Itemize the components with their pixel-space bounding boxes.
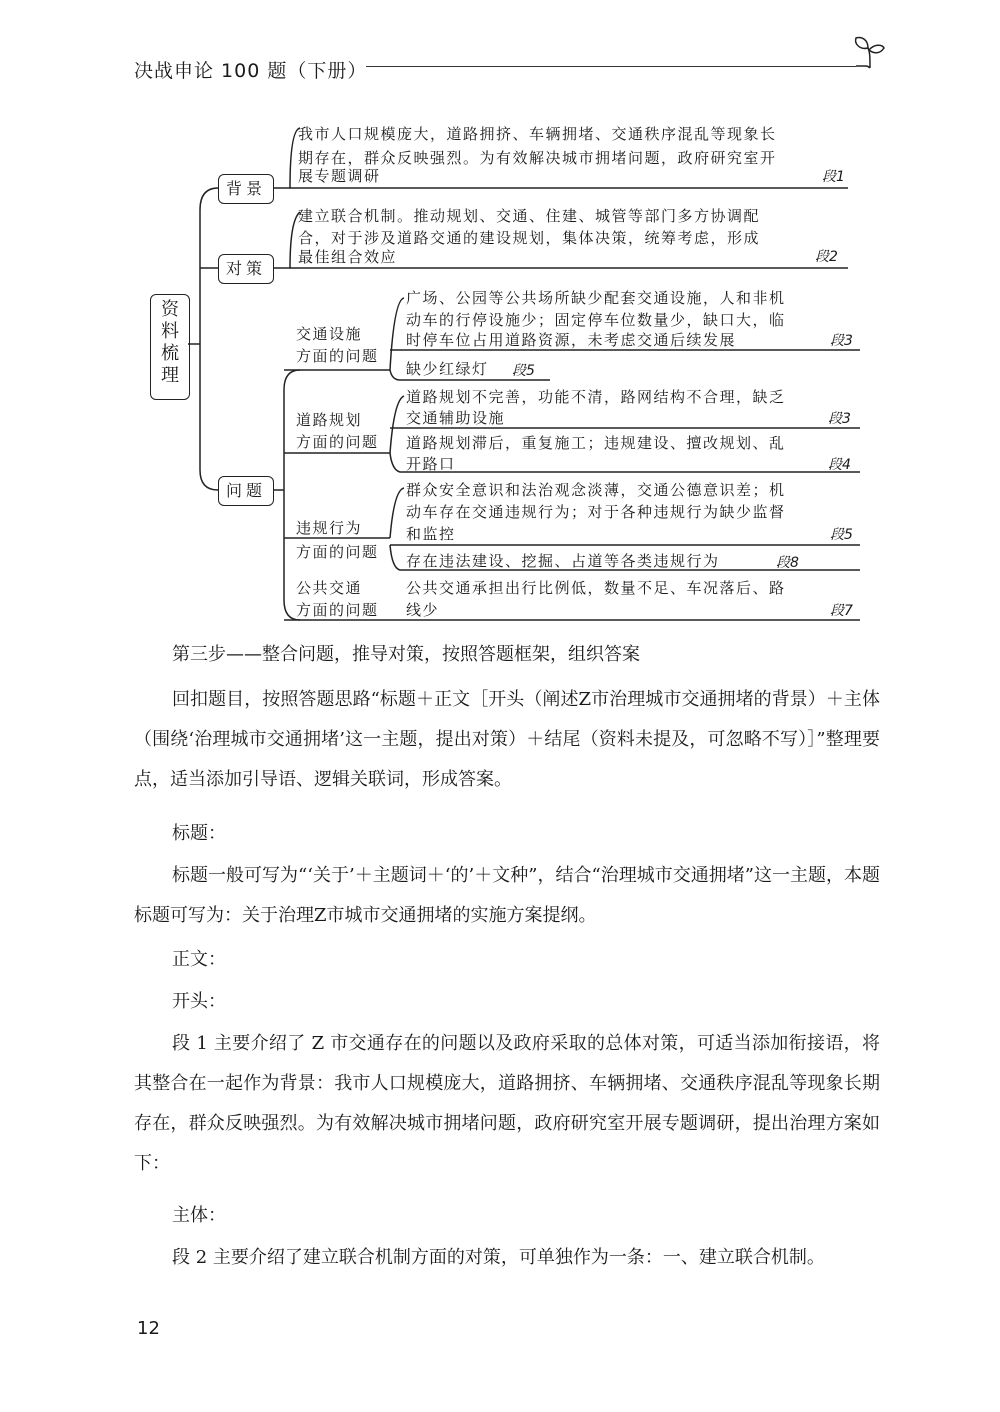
problem-item-line: 道路规划滞后，重复施工；违规建设、擅改规划、乱	[406, 434, 786, 452]
problem-item-line: 时停车位占用道路资源，未考虑交通后续发展	[406, 331, 737, 349]
measures-line-2: 合，对于涉及道路交通的建设规划，集体决策，统筹考虑，形成	[298, 229, 761, 247]
seg-label: 段7	[830, 603, 853, 619]
label-title: 标题：	[172, 823, 226, 844]
seg-label: 段3	[828, 411, 851, 427]
root-node: 资 料 梳 理	[150, 294, 190, 400]
seg-label: 段8	[776, 555, 799, 571]
group-title: 违规行为	[296, 519, 363, 537]
paragraph-opening: 段 1 主要介绍了 Z 市交通存在的问题以及政府采取的总体对策，可适当添加衔接语，将其整合在一起作为背景：我市人口规模庞大，道路拥挤、车辆拥堵、交通秩序混乱等现象长期存在，群众反映强烈。为有效解决城市拥堵问题，政府研究室开展专题调研，提出治理方案如下：	[134, 1033, 880, 1174]
seg-label: 段2	[815, 249, 838, 265]
label-body: 主体：	[172, 1205, 226, 1226]
problem-item-line: 交通辅助设施	[406, 409, 506, 427]
step-heading: 第三步——整合问题，推导对策，按照答题框架，组织答案	[172, 644, 640, 665]
group-title: 方面的问题	[296, 347, 379, 365]
paragraph-body: 段 2 主要介绍了建立联合机制方面的对策，可单独作为一条：一、建立联合机制。	[172, 1247, 825, 1268]
label-main: 正文：	[172, 949, 226, 970]
background-line-2: 期存在，群众反映强烈。为有效解决城市拥堵问题，政府研究室开	[298, 149, 777, 167]
background-line-1: 我市人口规模庞大，道路拥挤、车辆拥堵、交通秩序混乱等现象长	[298, 125, 777, 143]
problem-item-line: 和监控	[406, 525, 456, 543]
seg-label: 段3	[830, 333, 853, 349]
problem-item-line: 群众安全意识和法治观念淡薄，交通公德意识差；机	[406, 481, 786, 499]
problem-item-line: 动车存在交通违规行为；对于各种违规行为缺少监督	[406, 503, 786, 521]
branch-background: 背景	[218, 174, 274, 204]
problem-item-line: 道路规划不完善，功能不清，路网结构不合理，缺乏	[406, 388, 786, 406]
group-title: 方面的问题	[296, 433, 379, 451]
background-line-3: 展专题调研	[298, 167, 381, 185]
problem-item-line: 存在违法建设、挖掘、占道等各类违规行为	[406, 552, 720, 570]
seg-label: 段4	[828, 457, 851, 473]
branch-problems: 问题	[218, 476, 274, 506]
branch-measures: 对策	[218, 254, 274, 284]
group-title: 方面的问题	[296, 601, 379, 619]
problem-item-line: 缺少红绿灯	[406, 360, 489, 378]
seg-label: 段5	[830, 527, 853, 543]
problem-item-line: 广场、公园等公共场所缺少配套交通设施，人和非机	[406, 289, 786, 307]
paragraph-framework: 回扣题目，按照答题思路“标题＋正文［开头（阐述Z市治理城市交通拥堵的背景）＋主体（围绕‘治理城市交通拥堵’这一主题，提出对策）＋结尾（资料未提及，可忽略不写）］”整理要点，适当添加引导语、逻辑关联词，形成答案。	[134, 689, 880, 790]
page-number: 12	[137, 1318, 160, 1339]
running-header: 决战申论 100 题（下册）	[134, 60, 368, 82]
problem-item-line: 线少	[406, 601, 440, 619]
problem-item-line: 公共交通承担出行比例低，数量不足、车况落后、路	[406, 579, 786, 597]
group-title: 交通设施	[296, 325, 363, 343]
label-opening: 开头：	[172, 991, 226, 1012]
measures-line-1: 建立联合机制。推动规划、交通、住建、城管等部门多方协调配	[298, 207, 761, 225]
mind-map	[0, 0, 1000, 640]
group-title: 道路规划	[296, 411, 363, 429]
problem-item-line: 动车的行停设施少；固定停车位数量少，缺口大，临	[406, 311, 786, 329]
paragraph-title: 标题一般可写为“‘关于’＋主题词＋‘的’＋文种”，结合“治理城市交通拥堵”这一主题，本题标题可写为：关于治理Z市城市交通拥堵的实施方案提纲。	[134, 865, 880, 926]
seg-label: 段1	[822, 169, 845, 185]
group-title: 公共交通	[296, 579, 363, 597]
problem-item-line: 开路口	[406, 455, 456, 473]
group-title: 方面的问题	[296, 543, 379, 561]
seg-label: 段5	[512, 363, 535, 379]
measures-line-3: 最佳组合效应	[298, 248, 398, 266]
